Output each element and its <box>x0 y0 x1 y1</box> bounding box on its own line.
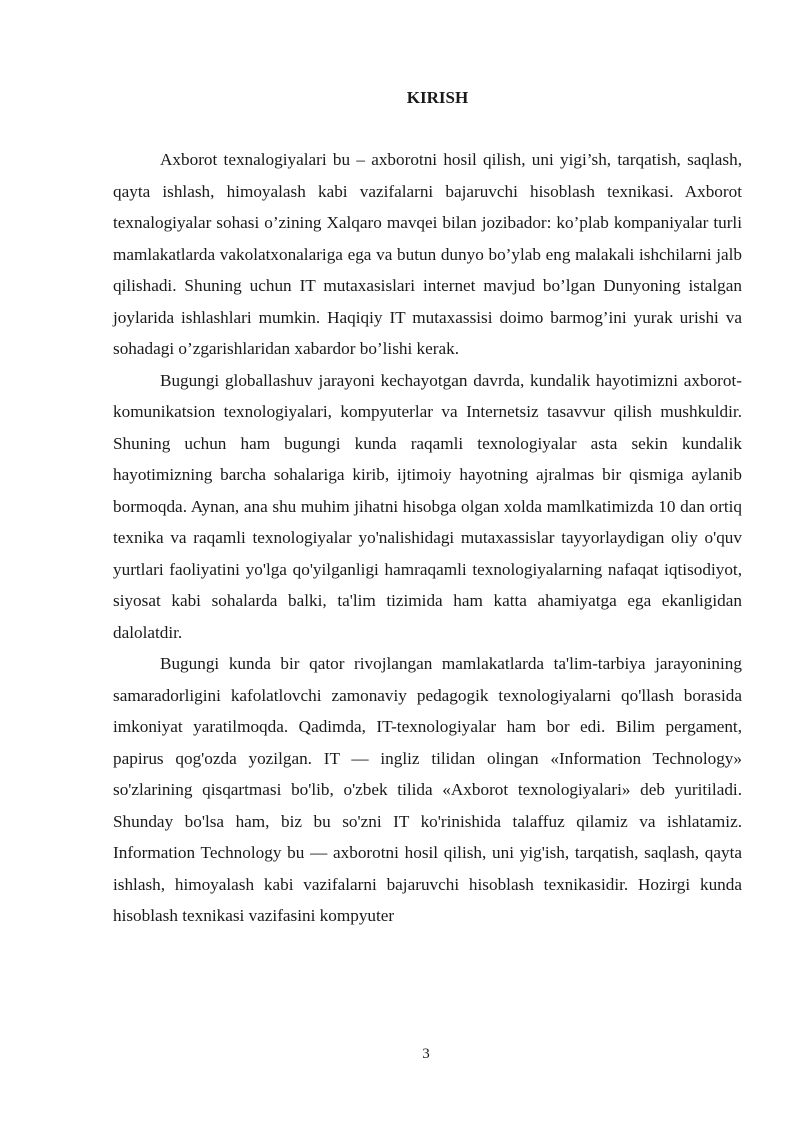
paragraph-3: Bugungi kunda bir qator rivojlangan mamlakatlarda ta'lim-tarbiya jarayonining samaradorligini kafolatlovchi zamonaviy pedagogik texnologiyalarni qo'llash borasida imkoniyat yaratilmoqda. Qadimda, IT-texnologiyalar ham bor edi. Bilim pergament, papirus qog'ozda yozilgan. IT — ingliz tilidan olingan «Information Technology» so'zlarining qisqartmasi bo'lib, o'zbek tilida «Axborot texnologiyalari» deb yuritiladi. Shunday bo'lsa ham, biz bu so'zni IT ko'rinishida talaffuz qilamiz va ishlatamiz. Information Technology bu — axborotni hosil qilish, uni yig'ish, tarqatish, saqlash, qayta ishlash, himoyalash kabi vazifalarni bajaruvchi hisoblash texnikasidir. Hozirgi kunda hisoblash texnikasi vazifasini kompyuter <box>113 654 742 925</box>
document-page <box>113 88 742 932</box>
section-title: KIRISH <box>406 88 469 107</box>
page-number: 3 <box>422 1046 430 1062</box>
paragraph-2: Bugungi globallashuv jarayoni kechayotgan davrda, kundalik hayotimizni axborot-komunikatsion texnologiyalari, kompyuterlar va Internetsiz tasavvur qilish mushkuldir. Shuning uchun ham bugungi kunda raqamli texnologiyalar asta sekin kundalik hayotimizning barcha sohalariga kirib, ijtimoiy hayotning ajralmas bir qismiga aylanib bormoqda. Aynan, ana shu muhim jihatni hisobga olgan xolda mamlkatimizda 10 dan ortiq texnika va raqamli texnologiyalar yo'nalishidagi mutaxassislar tayyorlaydigan oliy o'quv yurtlari faoliyatini yo'lga qo'yilganligi hamraqamli texnologiyalarning nafaqat iqtisodiyot, siyosat kabi sohalarda balki, ta'lim tizimida ham katta ahamiyatga ega ekanligidan dalolatdir. <box>113 370 742 642</box>
paragraph-1: Axborot texnalogiyalari bu – axborotni hosil qilish, uni yigi’sh, tarqatish, saqlash, qayta ishlash, himoyalash kabi vazifalarni bajaruvchi hisoblash texnikasi. Axborot texnalogiyalar sohasi o’zining Xalqaro mavqei bilan jozibador: ko’plab kompaniyalar turli mamlakatlarda vakolatxonalariga ega va butun dunyo bo’ylab eng malakali ishchilarni jalb qilishadi. Shuning uchun IT mutaxasislari internet mavjud bo’lgan Dunyoning istalgan joylarida ishlashlari mumkin. Haqiqiy IT mutaxassisi doimo barmog’ini yurak urishi va sohadagi o’zgarishlaridan xabardor bo’lishi kerak. <box>113 150 742 358</box>
